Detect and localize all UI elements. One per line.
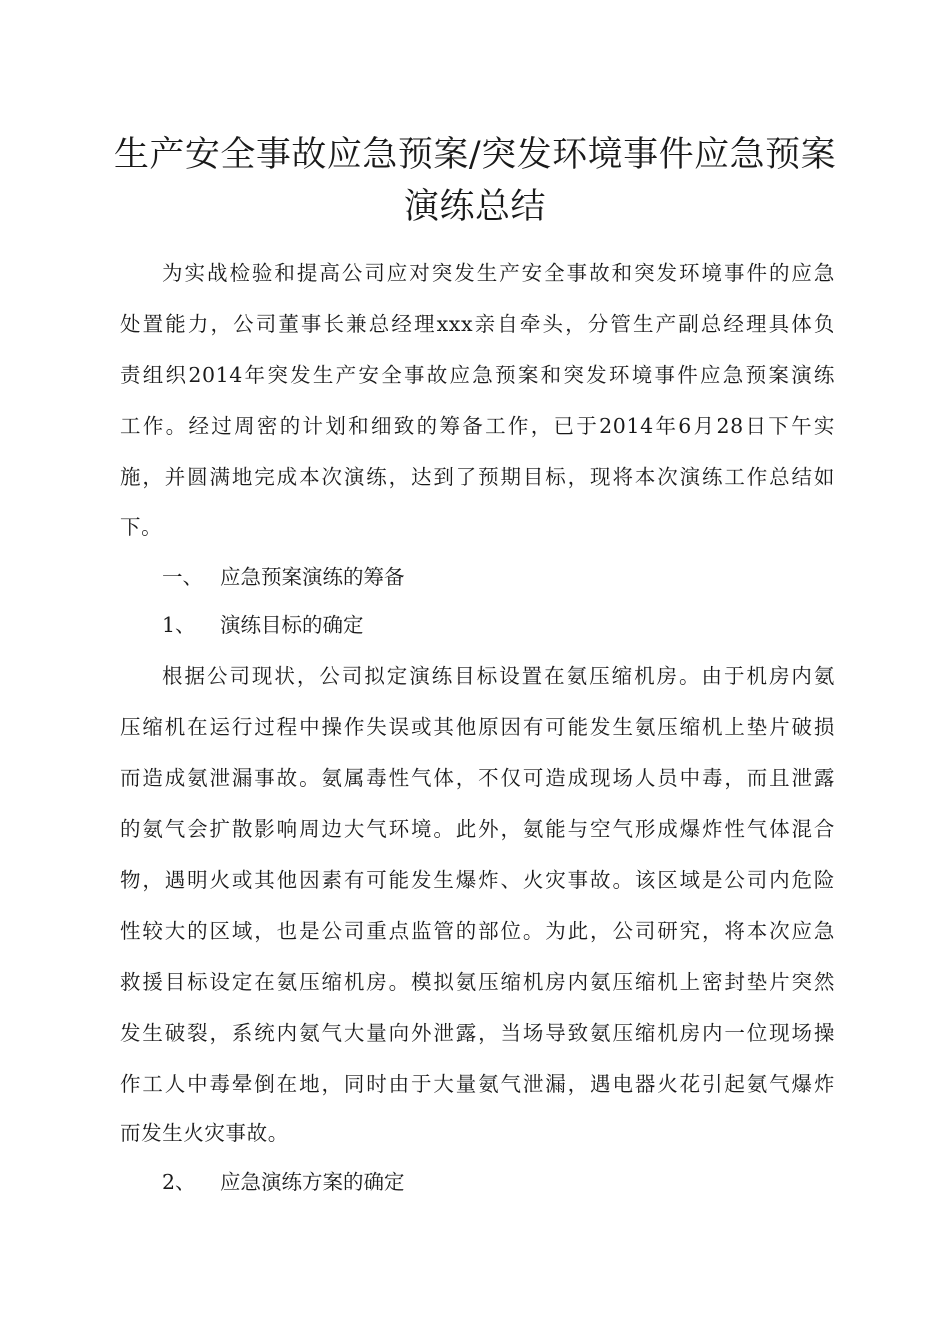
body-line-5: 物，遇明火或其他因素有可能发生爆炸、火灾事故。该区域是公司内危险 xyxy=(120,868,835,892)
document-title-line-1: 生产安全事故应急预案/突发环境事件应急预案 xyxy=(113,135,837,175)
body-line-8: 发生破裂，系统内氨气大量向外泄露，当场导致氨压缩机房内一位现场操 xyxy=(120,1021,835,1045)
section-number: 一、 xyxy=(162,565,203,589)
subsection-title: 应急演练方案的确定 xyxy=(220,1170,405,1194)
body-line-2: 压缩机在运行过程中操作失误或其他原因有可能发生氨压缩机上垫片破损 xyxy=(120,715,835,739)
body-line-6: 性较大的区域，也是公司重点监管的部位。为此，公司研究，将本次应急 xyxy=(120,919,835,943)
subsection-heading-2 xyxy=(162,1167,405,1197)
intro-line-1: 为实战检验和提高公司应对突发生产安全事故和突发环境事件的应急 xyxy=(162,261,835,285)
section-heading-1 xyxy=(162,562,405,592)
body-line-1: 根据公司现状，公司拟定演练目标设置在氨压缩机房。由于机房内氨 xyxy=(162,664,835,688)
body-line-7: 救援目标设定在氨压缩机房。模拟氨压缩机房内氨压缩机上密封垫片突然 xyxy=(120,970,835,994)
intro-line-5: 施，并圆满地完成本次演练，达到了预期目标，现将本次演练工作总结如 xyxy=(120,465,835,489)
section-title: 应急预案演练的筹备 xyxy=(220,565,405,589)
body-line-4: 的氨气会扩散影响周边大气环境。此外，氨能与空气形成爆炸性气体混合 xyxy=(120,817,835,841)
subsection-heading-1 xyxy=(162,610,364,640)
body-line-3: 而造成氨泄漏事故。氨属毒性气体，不仅可造成现场人员中毒，而且泄露 xyxy=(120,766,835,790)
intro-line-3: 责组织2014年突发生产安全事故应急预案和突发环境事件应急预案演练 xyxy=(120,363,835,387)
intro-line-6: 下。 xyxy=(120,515,163,539)
document-title-line-2: 演练总结 xyxy=(403,187,546,227)
body-line-10: 而发生火灾事故。 xyxy=(120,1121,289,1145)
intro-line-2: 处置能力，公司董事长兼总经理xxx亲自牵头，分管生产副总经理具体负 xyxy=(120,312,835,336)
subsection-number: 2、 xyxy=(162,1170,196,1194)
body-line-9: 作工人中毒晕倒在地，同时由于大量氨气泄漏，遇电器火花引起氨气爆炸 xyxy=(120,1072,835,1096)
subsection-number: 1、 xyxy=(162,613,196,637)
intro-line-4: 工作。经过周密的计划和细致的筹备工作，已于2014年6月28日下午实 xyxy=(120,414,835,438)
subsection-title: 演练目标的确定 xyxy=(220,613,364,637)
